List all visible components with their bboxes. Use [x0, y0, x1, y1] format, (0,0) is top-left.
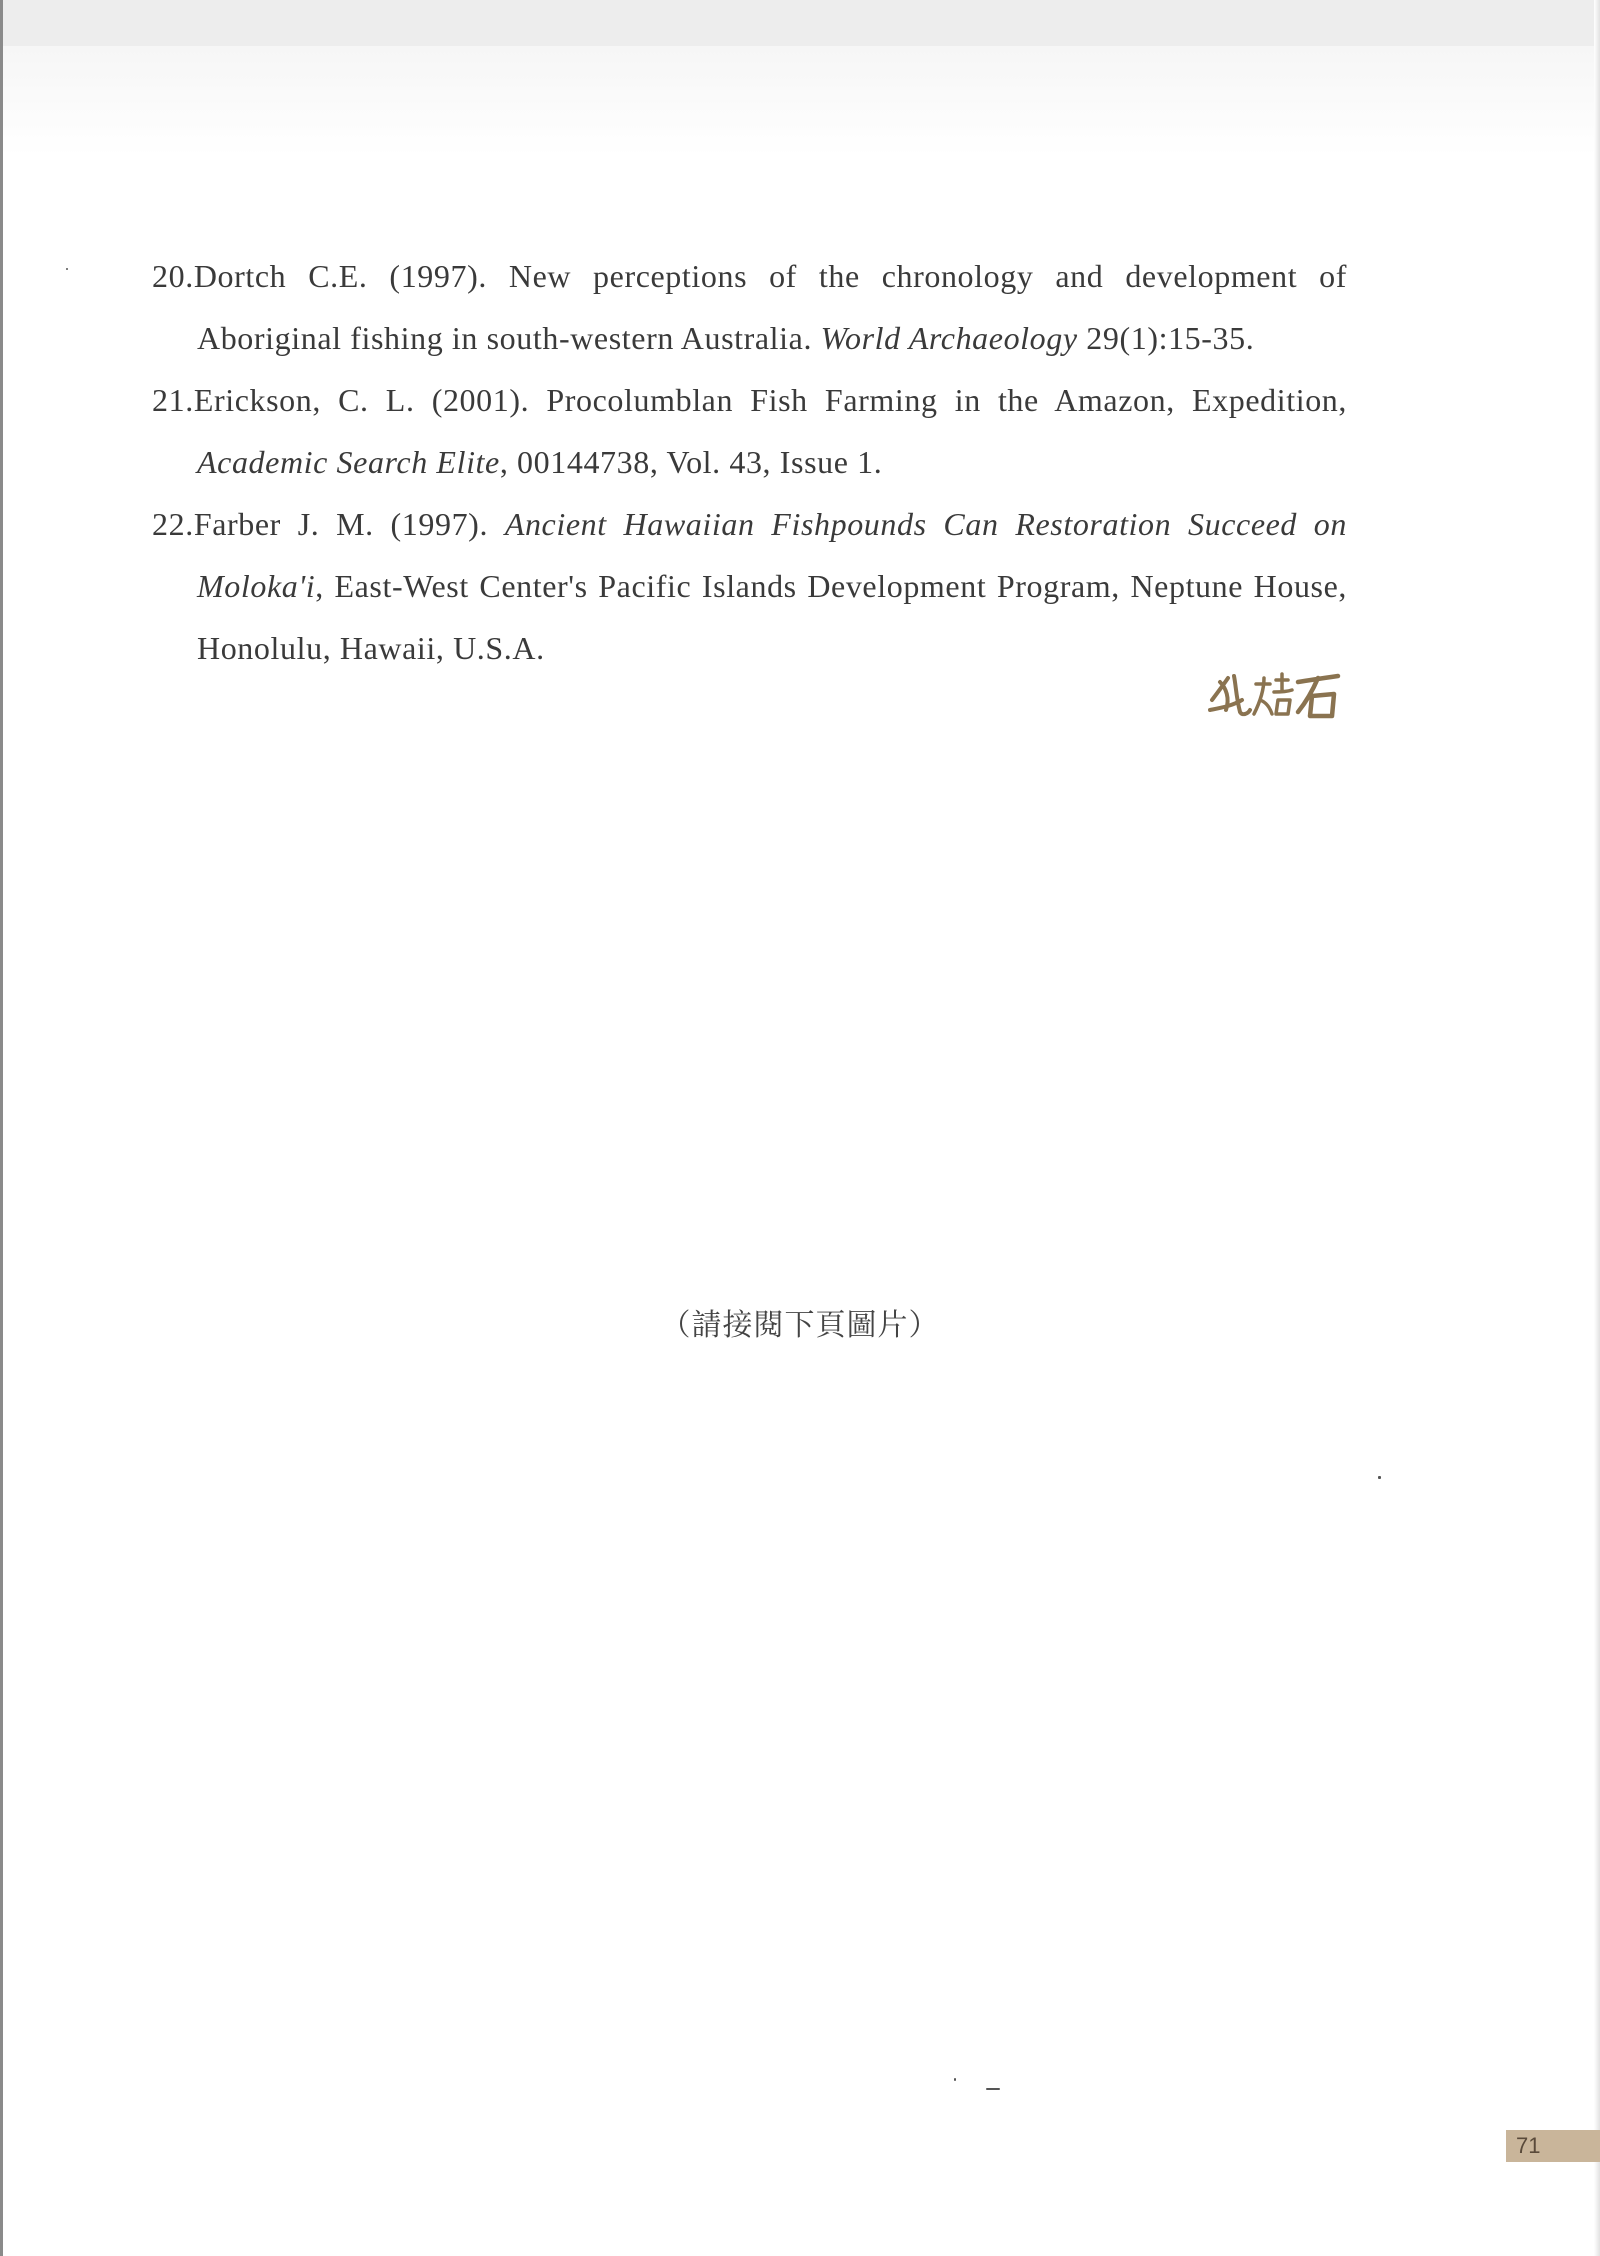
reference-text: Erickson, C. L. (2001). Procolumblan Fish Farming in the Amazon, Expedition, — [193, 382, 1347, 418]
reference-text: Farber J. M. (1997). — [193, 506, 505, 542]
scan-top-band — [0, 0, 1600, 46]
reference-number: 21. — [152, 382, 194, 418]
reference-text: , 00144738, Vol. 43, Issue 1. — [499, 444, 883, 480]
reference-entry-21 — [152, 369, 1347, 493]
reference-text: Dortch C.E. (1997). New perceptions of the chronology and development of Aboriginal fishing in south-western Australia. — [193, 258, 1347, 356]
page-number: 71 — [1506, 2130, 1600, 2162]
reference-text: , East-West Center's Pacific Islands Development Program, Neptune House, Honolulu, Hawaii, U.S.A. — [197, 568, 1347, 666]
handwritten-signature — [1206, 670, 1342, 722]
reference-number: 22. — [152, 506, 194, 542]
scan-top-shadow — [0, 46, 1600, 156]
scan-left-edge — [0, 0, 3, 2256]
book-title: Ancient Hawaiian Fishpounds Can Restoration Succeed on Moloka'i — [197, 506, 1347, 604]
scan-speck — [986, 2088, 1000, 2090]
reference-number: 20. — [152, 258, 194, 294]
reference-list — [152, 245, 1347, 679]
journal-title: World Archaeology — [820, 320, 1078, 356]
journal-title: Academic Search Elite — [197, 444, 500, 480]
scan-speck — [954, 2078, 956, 2081]
reference-text: 29(1):15-35. — [1077, 320, 1255, 356]
reference-entry-22 — [152, 493, 1347, 679]
reference-entry-20 — [152, 245, 1347, 369]
scan-right-edge — [1594, 0, 1600, 2256]
continue-next-page-note: （請接閱下頁圖片） — [660, 1308, 940, 1343]
scan-speck — [66, 268, 68, 270]
scan-speck — [1378, 1476, 1381, 1479]
